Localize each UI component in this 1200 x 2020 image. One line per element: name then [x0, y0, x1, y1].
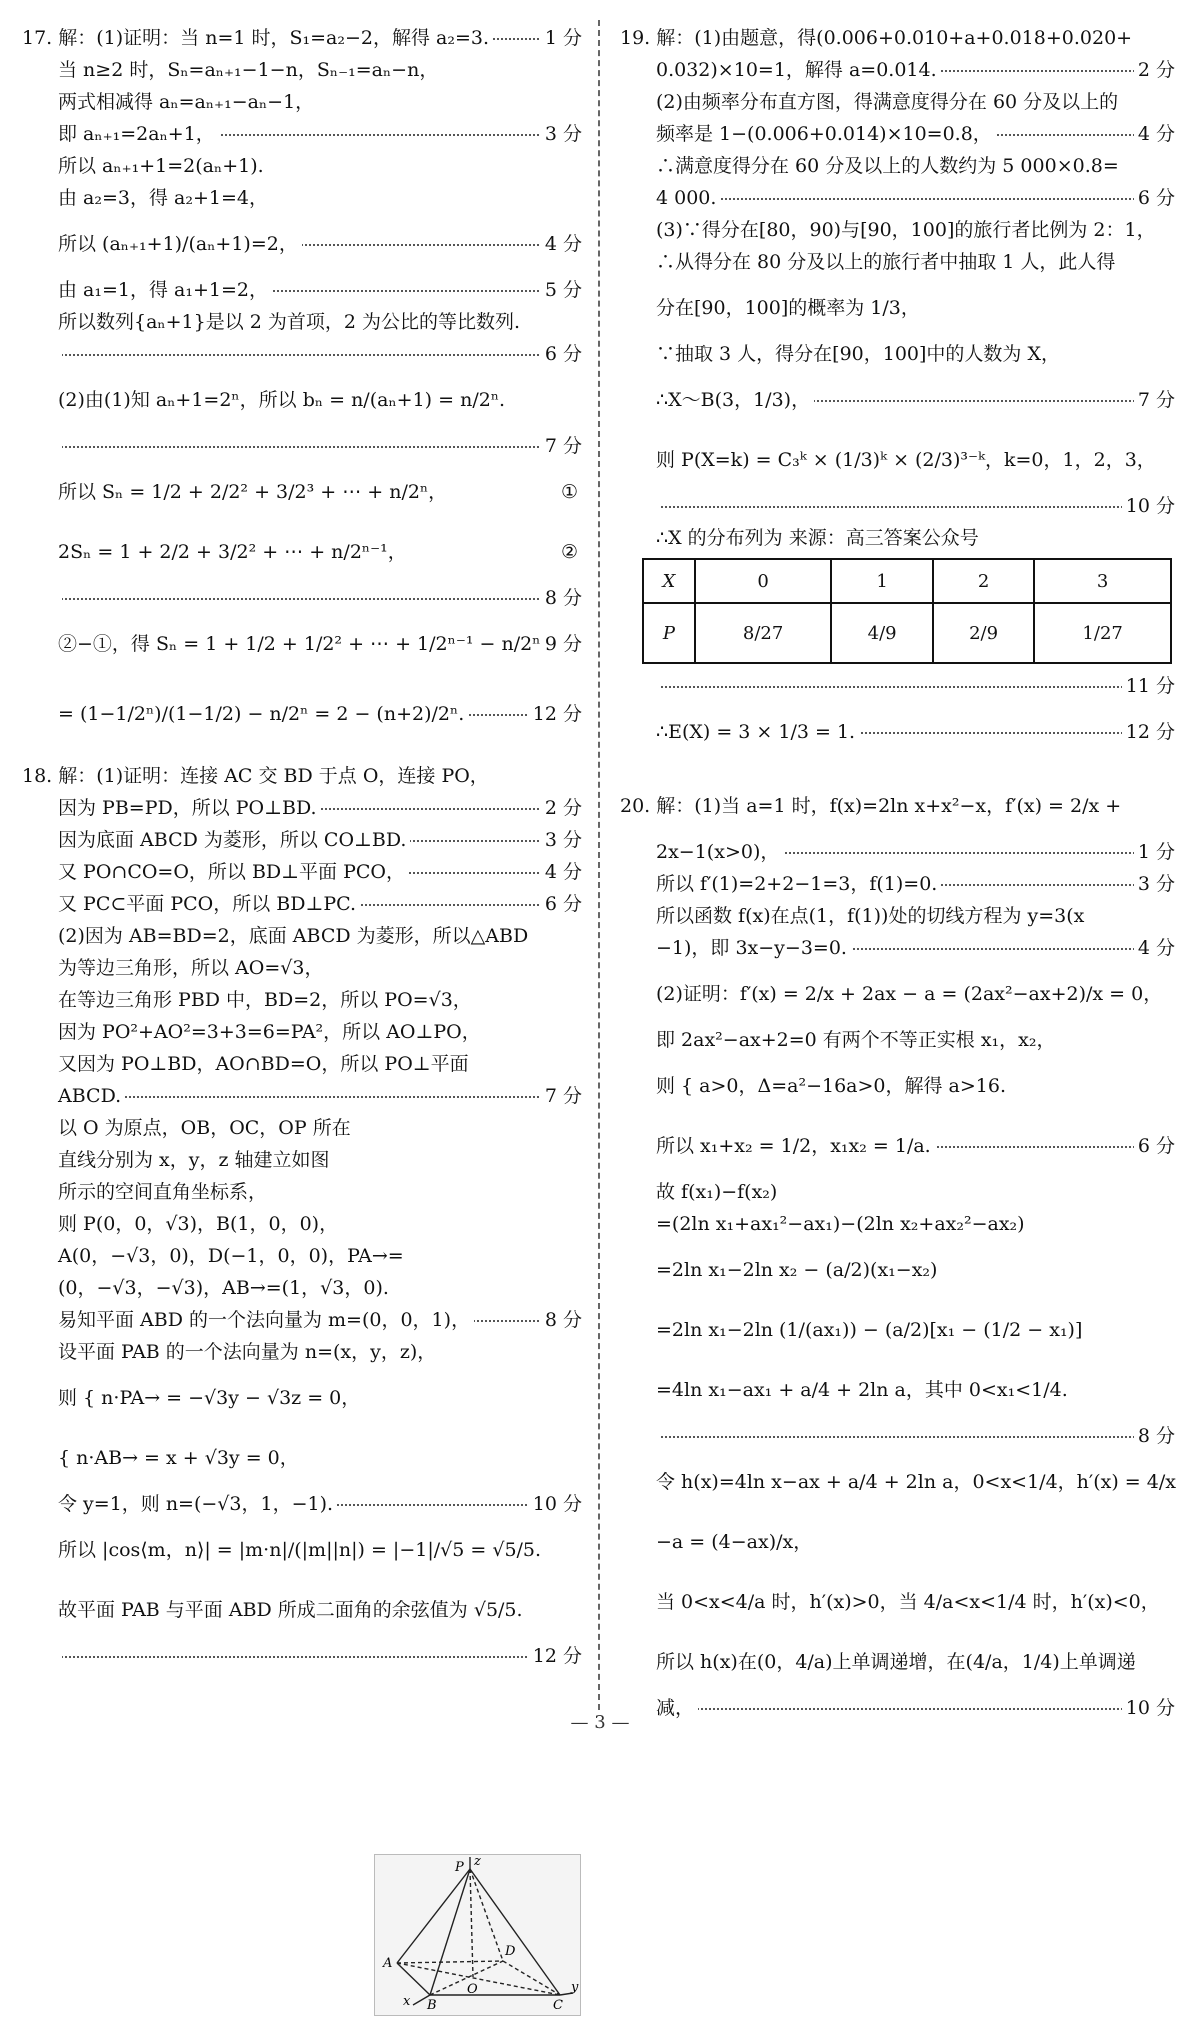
solution-text: 则 P(0，0，√3)，B(1，0，0)， [58, 1213, 342, 1235]
solution-text: ∴E(X) = 3 × 1/3 = 1. [656, 721, 859, 743]
score-label: 6 分 [1134, 1116, 1175, 1176]
figure-edge [397, 1963, 560, 1995]
problem-18 [22, 760, 582, 2013]
solution-line [22, 1272, 582, 1304]
dotted-leader [58, 1096, 582, 1098]
score-label: 8 分 [541, 1304, 582, 1336]
solution-line [22, 1580, 582, 1640]
score-label: 12 分 [529, 674, 582, 754]
solution-line [22, 582, 582, 614]
solution-line [620, 54, 1175, 86]
pyramid-svg [375, 1855, 580, 2015]
solution-line [620, 22, 1175, 54]
solution-line [22, 952, 582, 984]
solution-text: { n·AB→ = x + √3y = 0， [58, 1447, 303, 1469]
solution-text: 故平面 PAB 与平面 ABD 所成二面角的余弦值为 √5/5. [58, 1599, 527, 1621]
solution-line [620, 430, 1175, 490]
solution-text: 则 P(X=k) = C₃ᵏ × (1/3)ᵏ × (2/3)³⁻ᵏ，k=0，1，2，3， [656, 449, 1160, 471]
problem-17 [22, 22, 582, 754]
solution-line [620, 278, 1175, 338]
score-label: 10 分 [529, 1488, 582, 1520]
figure-edge [397, 1961, 503, 1963]
score-label: 8 分 [541, 582, 582, 614]
solution-text: =2ln x₁−2ln x₂ − (a/2)(x₁−x₂) [656, 1259, 941, 1281]
figure-label: D [505, 1944, 516, 1959]
solution-text: 当 n≥2 时，Sₙ=aₙ₊₁−1−n，Sₙ₋₁=aₙ−n， [58, 59, 442, 81]
figure-edge [397, 1869, 470, 1963]
solution-text: 所以 h(x)在(0，4/a)上单调递增，在(4/a，1/4)上单调递 [656, 1651, 1140, 1673]
solution-line [22, 614, 582, 674]
page-number: — 3 — [570, 1712, 630, 1733]
solution-line [22, 1304, 582, 1336]
figure-label: y [571, 1980, 579, 1995]
dotted-leader [656, 1436, 1175, 1438]
solution-text: =(2ln x₁+ax₁²−ax₁)−(2ln x₂+ax₂²−ax₂) [656, 1213, 1029, 1235]
solution-text: 则 { a>0，Δ=a²−16a>0，解得 a>16. [656, 1075, 1010, 1097]
figure-label: B [427, 1998, 437, 2013]
solution-text: 易知平面 ABD 的一个法向量为 m=(0，0，1)， [58, 1309, 474, 1331]
solution-text: ②−①，得 Sₙ = 1 + 1/2 + 1/2² + ⋯ + 1/2ⁿ⁻¹ − n/2ⁿ [58, 633, 544, 655]
solution-line [22, 1428, 582, 1488]
solution-line [22, 1520, 582, 1580]
table-cell: 4/9 [831, 603, 932, 663]
solution-text: 又 PO∩CO=O，所以 BD⊥平面 PCO， [58, 861, 409, 883]
figure-label: z [474, 1855, 481, 1869]
solution-text: 当 0<x<4/a 时，h′(x)>0，当 4/a<x<1/4 时，h′(x)<0， [656, 1591, 1164, 1613]
solution-line [22, 824, 582, 856]
solution-line [620, 1176, 1175, 1208]
solution-line [620, 522, 1175, 554]
solution-line [620, 118, 1175, 150]
score-label: 3 分 [541, 118, 582, 150]
solution-text: =2ln x₁−2ln (1/(ax₁)) − (a/2)[x₁ − (1/2 − x₁)] [656, 1319, 1086, 1341]
solution-text: 为等边三角形，所以 AO=√3， [58, 957, 327, 979]
dotted-leader [656, 686, 1175, 688]
solution-text: 又 PC⊂平面 PCO，所以 BD⊥PC. [58, 893, 360, 915]
solution-text [58, 435, 62, 457]
solution-line [22, 674, 582, 754]
score-label: 2 分 [1134, 54, 1175, 86]
solution-text [656, 1425, 660, 1447]
solution-line [620, 1512, 1175, 1572]
solution-text: 4 000. [656, 187, 720, 209]
solution-text: ∴X～B(3，1/3)， [656, 389, 814, 411]
table-cell: 8/27 [695, 603, 832, 663]
solution-line [22, 792, 582, 824]
solution-line [22, 1144, 582, 1176]
solution-line [22, 888, 582, 920]
solution-line [620, 964, 1175, 1024]
solution-text: ∴满意度得分在 60 分及以上的人数约为 5 000×0.8= [656, 155, 1123, 177]
score-label: 12 分 [529, 1640, 582, 1672]
solution-line [22, 1336, 582, 1368]
solution-text: 所以 x₁+x₂ = 1/2，x₁x₂ = 1/a. [656, 1135, 935, 1157]
figure-label: O [467, 1982, 478, 1997]
solution-text: −1)，即 3x−y−3=0. [656, 937, 851, 959]
solution-text: 18. 解：(1)证明：连接 AC 交 BD 于点 O，连接 PO， [22, 765, 493, 787]
score-label: 1 分 [541, 22, 582, 54]
solution-line [620, 490, 1175, 522]
solution-line [620, 900, 1175, 932]
problem-20 [620, 776, 1175, 1724]
solution-text [656, 495, 660, 517]
score-label: 1 分 [1134, 836, 1175, 868]
solution-line [620, 86, 1175, 118]
solution-line [22, 1208, 582, 1240]
solution-line [22, 274, 582, 306]
solution-text: = (1−1/2ⁿ)/(1−1/2) − n/2ⁿ = 2 − (n+2)/2ⁿ. [58, 703, 468, 725]
solution-text [58, 343, 62, 365]
solution-line [22, 1176, 582, 1208]
score-label: 3 分 [1134, 868, 1175, 900]
solution-line [22, 920, 582, 952]
table-cell: X [643, 559, 695, 603]
solution-line [22, 522, 582, 582]
solution-line [22, 430, 582, 462]
solution-line [22, 1640, 582, 1672]
score-label: 4 分 [541, 214, 582, 274]
solution-line [620, 702, 1175, 762]
solution-text: 在等边三角形 PBD 中，BD=2，所以 PO=√3， [58, 989, 476, 1011]
solution-line [620, 370, 1175, 430]
solution-line [22, 1368, 582, 1428]
distribution-table [642, 558, 1172, 664]
solution-text: (0，−√3，−√3)，AB→=(1，√3，0). [58, 1277, 393, 1299]
solution-line [620, 776, 1175, 836]
solution-line [620, 1300, 1175, 1360]
solution-line [620, 150, 1175, 182]
solution-line [22, 1080, 582, 1112]
solution-line [22, 1016, 582, 1048]
solution-text: (3)∵得分在[80，90)与[90，100]的旅行者比例为 2：1， [656, 219, 1160, 241]
solution-line [22, 1488, 582, 1520]
solution-line [620, 338, 1175, 370]
solution-text: ABCD. [58, 1085, 125, 1107]
solution-line [620, 1024, 1175, 1056]
solution-line [620, 868, 1175, 900]
solution-line [620, 246, 1175, 278]
problem-19-end [620, 670, 1175, 762]
solution-text: 2Sₙ = 1 + 2/2 + 3/2² + ⋯ + n/2ⁿ⁻¹， [58, 541, 411, 563]
solution-text: 因为 PO²+AO²=3+3=6=PA²，所以 AO⊥PO， [58, 1021, 485, 1043]
solution-text: 所以 |cos⟨m，n⟩| = |m·n|/(|m||n|) = |−1|/√5 = √5/5. [58, 1539, 545, 1561]
table-cell: 3 [1034, 559, 1171, 603]
dotted-leader [656, 506, 1175, 508]
solution-line [22, 1048, 582, 1080]
equation-marker: ② [560, 541, 578, 563]
solution-line [22, 370, 582, 430]
solution-line [620, 670, 1175, 702]
solution-text: 以 O 为原点，OB，OC，OP 所在 [58, 1117, 355, 1139]
table-cell: 0 [695, 559, 832, 603]
solution-text: 所以 Sₙ = 1/2 + 2/2² + 3/2³ + ⋯ + n/2ⁿ， [58, 481, 451, 503]
table-cell: 1/27 [1034, 603, 1171, 663]
solution-line [22, 214, 582, 274]
solution-text: A(0，−√3，0)，D(−1，0，0)，PA→= [58, 1245, 408, 1267]
right-column [620, 22, 1175, 1724]
solution-text: ∴X 的分布列为 来源：高三答案公众号 [656, 527, 983, 549]
solution-text: (2)证明：f′(x) = 2/x + 2ax − a = (2ax²−ax+2)/x = 0， [656, 983, 1166, 1005]
score-label: 9 分 [541, 614, 582, 674]
solution-line [22, 86, 582, 118]
solution-text: 减， [656, 1697, 698, 1719]
solution-line [620, 932, 1175, 964]
score-label: 6 分 [1134, 182, 1175, 214]
solution-text: 两式相减得 aₙ=aₙ₊₁−aₙ−1， [58, 91, 318, 113]
solution-text: ∵抽取 3 人，得分在[90，100]中的人数为 X， [656, 343, 1064, 365]
solution-text: 所以函数 f(x)在点(1，f(1))处的切线方程为 y=3(x [656, 905, 1088, 927]
solution-text: =4ln x₁−ax₁ + a/4 + 2ln a，其中 0<x₁<1/4. [656, 1379, 1072, 1401]
solution-text: 所以 aₙ₊₁+1=2(aₙ+1). [58, 155, 268, 177]
score-label: 4 分 [1134, 118, 1175, 150]
left-column [22, 22, 582, 2013]
figure-label: C [553, 1998, 563, 2013]
dotted-leader [58, 446, 582, 448]
score-label: 12 分 [1122, 702, 1175, 762]
solution-line [620, 182, 1175, 214]
solution-text: 所以 f′(1)=2+2−1=3，f(1)=0. [656, 873, 941, 895]
figure-edge [430, 1869, 470, 1995]
solution-text: 因为 PB=PD，所以 PO⊥BD. [58, 797, 321, 819]
score-label: 10 分 [1122, 490, 1175, 522]
score-label: 6 分 [541, 338, 582, 370]
solution-line [22, 338, 582, 370]
figure-edge [470, 1869, 473, 1977]
equation-marker: ① [560, 481, 578, 503]
score-label: 7 分 [541, 1080, 582, 1112]
solution-line [22, 182, 582, 214]
table-cell: 2 [933, 559, 1034, 603]
solution-text: 直线分别为 x，y，z 轴建立如图 [58, 1149, 334, 1171]
solution-line [22, 306, 582, 338]
solution-text: 令 h(x)=4ln x−ax + a/4 + 2ln a，0<x<1/4，h′(x) = 4/x [656, 1471, 1180, 1493]
score-label: 3 分 [541, 824, 582, 856]
score-label: 4 分 [541, 856, 582, 888]
dotted-leader [656, 1708, 1175, 1710]
figure-edge [470, 1869, 503, 1961]
solution-line [620, 1360, 1175, 1420]
solution-text: 令 y=1，则 n=(−√3，1，−1). [58, 1493, 337, 1515]
solution-text: (2)由频率分布直方图，得满意度得分在 60 分及以上的 [656, 91, 1122, 113]
score-label: 4 分 [1134, 932, 1175, 964]
table-cell: 2/9 [933, 603, 1034, 663]
solution-text: 所以数列{aₙ+1}是以 2 为首项，2 为公比的等比数列. [58, 311, 524, 333]
solution-text: 17. 解：(1)证明：当 n=1 时，S₁=a₂−2，解得 a₂=3. [22, 27, 493, 49]
solution-line [620, 1240, 1175, 1300]
table-cell: P [643, 603, 695, 663]
solution-text [656, 675, 660, 697]
solution-line [620, 1056, 1175, 1116]
solution-text: 则 { n·PA→ = −√3y − √3z = 0， [58, 1387, 364, 1409]
solution-line [22, 760, 582, 792]
table-cell: 1 [831, 559, 932, 603]
score-label: 6 分 [541, 888, 582, 920]
solution-line [620, 1452, 1175, 1512]
solution-text: 因为底面 ABCD 为菱形，所以 CO⊥BD. [58, 829, 410, 851]
solution-line [620, 1420, 1175, 1452]
solution-line [22, 22, 582, 54]
solution-line [22, 54, 582, 86]
figure-edge [503, 1961, 560, 1995]
solution-line [620, 1572, 1175, 1632]
solution-text: 所以 (aₙ₊₁+1)/(aₙ+1)=2， [58, 233, 302, 255]
score-label: 11 分 [1122, 670, 1175, 702]
solution-line [620, 1208, 1175, 1240]
score-label: 10 分 [1122, 1692, 1175, 1724]
solution-text: 又因为 PO⊥BD，AO∩BD=O，所以 PO⊥平面 [58, 1053, 473, 1075]
solution-line [620, 836, 1175, 868]
solution-text: 由 a₁=1，得 a₁+1=2， [58, 279, 272, 301]
solution-text: 由 a₂=3，得 a₂+1=4， [58, 187, 272, 209]
solution-line [620, 214, 1175, 246]
column-divider [598, 20, 600, 1710]
dotted-leader [656, 198, 1175, 200]
dotted-leader [58, 598, 582, 600]
solution-text: (2)由(1)知 aₙ+1=2ⁿ，所以 bₙ = n/(aₙ+1) = n/2ⁿ. [58, 389, 509, 411]
solution-text: 0.032)×10=1，解得 a=0.014. [656, 59, 941, 81]
solution-text: 频率是 1−(0.006+0.014)×10=0.8， [656, 123, 996, 145]
pyramid-figure [374, 1854, 581, 2016]
solution-text: 即 aₙ₊₁=2aₙ+1， [58, 123, 219, 145]
solution-line [22, 118, 582, 150]
solution-line [22, 984, 582, 1016]
solution-line [22, 856, 582, 888]
score-label: 5 分 [541, 274, 582, 306]
solution-line [22, 462, 582, 522]
problem-19 [620, 22, 1175, 554]
solution-text: (2)因为 AB=BD=2，底面 ABCD 为菱形，所以△ABD [58, 925, 532, 947]
figure-label: x [403, 1994, 411, 2009]
dotted-leader [58, 354, 582, 356]
solution-text: 故 f(x₁)−f(x₂) [656, 1181, 781, 1203]
solution-text: 2x−1(x>0)， [656, 841, 783, 863]
solution-text: 设平面 PAB 的一个法向量为 n=(x，y，z)， [58, 1341, 440, 1363]
solution-line [620, 1632, 1175, 1692]
solution-text: −a = (4−ax)/x， [656, 1531, 816, 1553]
score-label: 8 分 [1134, 1420, 1175, 1452]
solution-text: 19. 解：(1)由题意，得(0.006+0.010+a+0.018+0.020+ [620, 27, 1136, 49]
solution-text: 所示的空间直角坐标系， [58, 1181, 271, 1203]
figure-label: A [383, 1956, 393, 1971]
solution-text: ∴从得分在 80 分及以上的旅行者中抽取 1 人，此人得 [656, 251, 1119, 273]
solution-text [58, 587, 62, 609]
solution-text: 20. 解：(1)当 a=1 时，f(x)=2ln x+x²−x，f′(x) = 2/x + [620, 795, 1125, 817]
solution-text [58, 1645, 62, 1667]
figure-edge [470, 1869, 560, 1995]
score-label: 7 分 [1134, 370, 1175, 430]
solution-text: 分在[90，100]的概率为 1/3， [656, 297, 924, 319]
figure-label: P [455, 1860, 464, 1875]
solution-line [620, 1116, 1175, 1176]
solution-line [22, 1112, 582, 1144]
solution-line [22, 1240, 582, 1272]
solution-line [22, 150, 582, 182]
score-label: 2 分 [541, 792, 582, 824]
dotted-leader [58, 1656, 582, 1658]
score-label: 7 分 [541, 430, 582, 462]
solution-text: 即 2ax²−ax+2=0 有两个不等正实根 x₁，x₂， [656, 1029, 1060, 1051]
